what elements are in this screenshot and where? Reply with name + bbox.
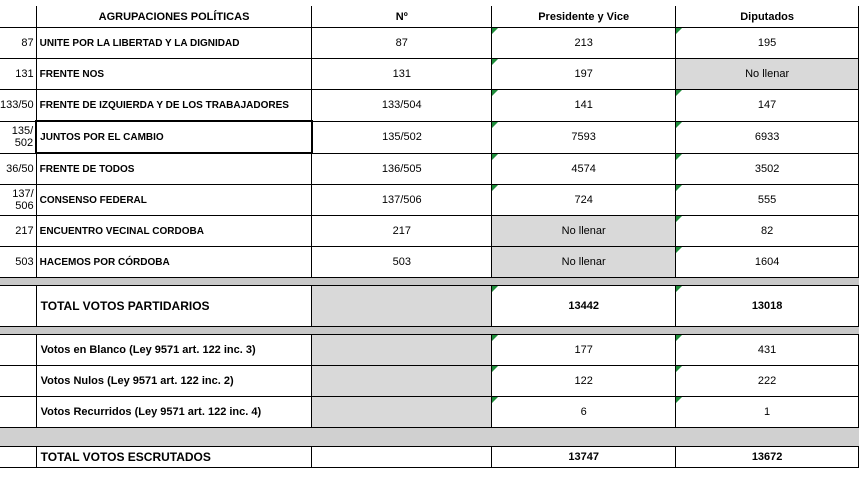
header-party: AGRUPACIONES POLÍTICAS	[36, 6, 312, 28]
other-votes-pres[interactable]: 122	[492, 366, 676, 397]
party-code: 135/ 502	[0, 121, 36, 153]
party-number: 131	[312, 59, 492, 90]
party-pres-votes[interactable]: 4574	[492, 153, 676, 185]
header-presidente: Presidente y Vice	[492, 6, 676, 28]
separator-bar	[0, 428, 859, 447]
party-dip-votes: No llenar	[676, 59, 859, 90]
party-row	[0, 28, 859, 59]
party-name: UNITE POR LA LIBERTAD Y LA DIGNIDAD	[36, 28, 312, 59]
total-partidarios-row	[0, 286, 859, 327]
other-votes-label: Votos Nulos (Ley 9571 art. 122 inc. 2)	[36, 366, 312, 397]
party-row	[0, 153, 859, 185]
party-pres-votes[interactable]: 197	[492, 59, 676, 90]
party-pres-votes[interactable]: 724	[492, 185, 676, 216]
party-row	[0, 216, 859, 247]
party-dip-votes[interactable]: 3502	[676, 153, 859, 185]
party-row	[0, 185, 859, 216]
other-votes-code	[0, 397, 36, 428]
total-escrutados-dip[interactable]: 13672	[676, 447, 859, 468]
party-code: 36/50	[0, 153, 36, 185]
total-escrutados-pres[interactable]: 13747	[492, 447, 676, 468]
party-pres-votes[interactable]: 213	[492, 28, 676, 59]
party-code: 131	[0, 59, 36, 90]
other-votes-row	[0, 335, 859, 366]
party-number: 137/506	[312, 185, 492, 216]
party-number: 135/502	[312, 121, 492, 153]
party-dip-votes[interactable]: 1604	[676, 247, 859, 278]
other-votes-number	[312, 335, 492, 366]
other-votes-number	[312, 397, 492, 428]
total-escrutados-number	[312, 447, 492, 468]
party-pres-votes[interactable]: 7593	[492, 121, 676, 153]
party-number: 503	[312, 247, 492, 278]
party-number: 217	[312, 216, 492, 247]
party-number: 133/504	[312, 90, 492, 122]
total-escrutados-label: TOTAL VOTOS ESCRUTADOS	[36, 447, 312, 468]
other-votes-dip[interactable]: 222	[676, 366, 859, 397]
party-number: 136/505	[312, 153, 492, 185]
other-votes-label: Votos Recurridos (Ley 9571 art. 122 inc. 4)	[36, 397, 312, 428]
party-row	[0, 59, 859, 90]
party-code: 503	[0, 247, 36, 278]
party-name: HACEMOS POR CÓRDOBA	[36, 247, 312, 278]
party-row	[0, 121, 859, 153]
total-escrutados-row	[0, 447, 859, 468]
other-votes-number	[312, 366, 492, 397]
total-partidarios-code	[0, 286, 36, 327]
party-name: FRENTE NOS	[36, 59, 312, 90]
party-name: CONSENSO FEDERAL	[36, 185, 312, 216]
total-partidarios-pres[interactable]: 13442	[492, 286, 676, 327]
party-pres-votes: No llenar	[492, 247, 676, 278]
header-diputados: Diputados	[676, 6, 859, 28]
other-votes-dip[interactable]: 1	[676, 397, 859, 428]
party-dip-votes[interactable]: 6933	[676, 121, 859, 153]
party-number: 87	[312, 28, 492, 59]
party-dip-votes[interactable]: 555	[676, 185, 859, 216]
header-row	[0, 6, 859, 28]
party-pres-votes[interactable]: 141	[492, 90, 676, 122]
party-name: ENCUENTRO VECINAL CORDOBA	[36, 216, 312, 247]
party-pres-votes: No llenar	[492, 216, 676, 247]
other-votes-label: Votos en Blanco (Ley 9571 art. 122 inc. 3)	[36, 335, 312, 366]
party-name: FRENTE DE TODOS	[36, 153, 312, 185]
separator-bar	[0, 327, 859, 335]
party-row	[0, 90, 859, 122]
party-name: FRENTE DE IZQUIERDA Y DE LOS TRABAJADORES	[36, 90, 312, 122]
other-votes-code	[0, 366, 36, 397]
separator-row	[0, 278, 859, 286]
other-votes-pres[interactable]: 177	[492, 335, 676, 366]
header-code-cell	[0, 6, 36, 28]
party-code: 87	[0, 28, 36, 59]
separator-row	[0, 428, 859, 447]
header-number: Nº	[312, 6, 492, 28]
results-table	[0, 6, 859, 468]
total-partidarios-label: TOTAL VOTOS PARTIDARIOS	[36, 286, 312, 327]
total-partidarios-dip[interactable]: 13018	[676, 286, 859, 327]
separator-row	[0, 327, 859, 335]
total-partidarios-number	[312, 286, 492, 327]
separator-bar	[0, 278, 859, 286]
other-votes-code	[0, 335, 36, 366]
party-code: 217	[0, 216, 36, 247]
party-code: 137/ 506	[0, 185, 36, 216]
other-votes-row	[0, 397, 859, 428]
party-row	[0, 247, 859, 278]
party-dip-votes[interactable]: 82	[676, 216, 859, 247]
party-dip-votes[interactable]: 195	[676, 28, 859, 59]
party-dip-votes[interactable]: 147	[676, 90, 859, 122]
other-votes-dip[interactable]: 431	[676, 335, 859, 366]
other-votes-row	[0, 366, 859, 397]
other-votes-pres[interactable]: 6	[492, 397, 676, 428]
party-name: JUNTOS POR EL CAMBIO	[36, 121, 312, 153]
party-code: 133/50	[0, 90, 36, 122]
total-escrutados-code	[0, 447, 36, 468]
